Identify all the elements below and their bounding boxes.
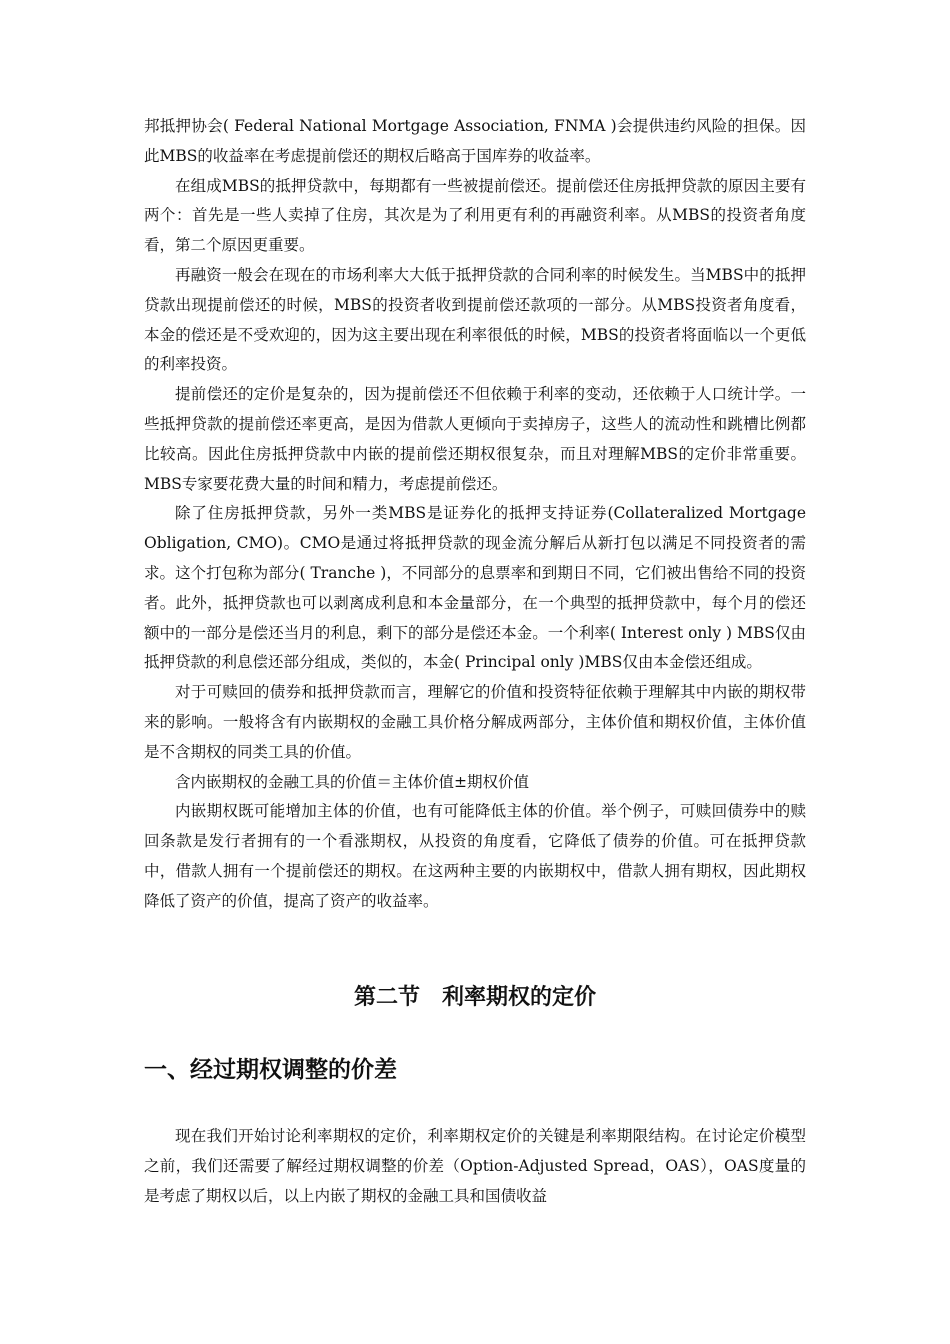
paragraph-embedded-option-value: 对于可赎回的债券和抵押贷款而言，理解它的价值和投资特征依赖于理解其中内嵌的期权带来的影响。一般将含有内嵌期权的金融工具价格分解成两部分，主体价值和期权价值，主体价值是不含期权的同类工具的价值。 bbox=[144, 683, 806, 761]
paragraph-oas-intro: 现在我们开始讨论利率期权的定价，利率期权定价的关键是利率期限结构。在讨论定价模型之前，我们还需要了解经过期权调整的价差（Option-Adjusted Spread，OAS），OAS度量的是考虑了期权以后，以上内嵌了期权的金融工具和国债收益 bbox=[144, 1127, 806, 1205]
document-page bbox=[144, 112, 806, 1205]
paragraph-prepayment-reasons: 在组成MBS的抵押贷款中，每期都有一些被提前偿还。提前偿还住房抵押贷款的原因主要有两个：首先是一些人卖掉了住房，其次是为了利用更有利的再融资利率。从MBS的投资者角度看，第二个原因更重要。 bbox=[144, 176, 806, 255]
formula-line: 含内嵌期权的金融工具的价值＝主体价值±期权价值 bbox=[175, 772, 529, 791]
paragraph-fnma-guarantee: 邦抵押协会( Federal National Mortgage Association, FNMA )会提供违约风险的担保。因此MBS的收益率在考虑提前偿还的期权后略高于国库券的收益率。 bbox=[144, 117, 806, 165]
section-title: 第二节 利率期权的定价 bbox=[353, 985, 596, 1010]
paragraph-cmo: 除了住房抵押贷款，另外一类MBS是证券化的抵押支持证券(Collateralized Mortgage Obligation, CMO)。CMO是通过将抵押贷款的现金流分解后从新打包以满足不同投资者的需求。这个打包称为部分( Tranche )，不同部分的息票率和到期日不同，它们被出售给不同的投资者。此外，抵押贷款也可以剥离成利息和本金量部分，在一个典型的抵押贷款中，每个月的偿还额中的一部分是偿还当月的利息，剩下的部分是偿还本金。一个利率( Interest only ) MBS仅由抵押贷款的利息偿还部分组成，类似的，本金( Principal only )MBS仅由本金偿还组成。 bbox=[144, 504, 806, 672]
paragraph-refinancing: 再融资一般会在现在的市场利率大大低于抵押贷款的合同利率的时候发生。当MBS中的抵押贷款出现提前偿还的时候，MBS的投资者收到提前偿还款项的一部分。从MBS投资者角度看，本金的偿还是不受欢迎的，因为这主要出现在利率很低的时候，MBS的投资者将面临以一个更低的利率投资。 bbox=[144, 265, 806, 374]
paragraph-embedded-option-effect: 内嵌期权既可能增加主体的价值，也有可能降低主体的价值。举个例子，可赎回债券中的赎回条款是发行者拥有的一个看涨期权，从投资的角度看，它降低了债券的价值。可在抵押贷款中，借款人拥有一个提前偿还的期权。在这两种主要的内嵌期权中，借款人拥有期权，因此期权降低了资产的价值，提高了资产的收益率。 bbox=[144, 802, 806, 910]
subsection-title: 一、经过期权调整的价差 bbox=[144, 1057, 397, 1083]
paragraph-prepayment-pricing: 提前偿还的定价是复杂的，因为提前偿还不但依赖于利率的变动，还依赖于人口统计学。一些抵押贷款的提前偿还率更高，是因为借款人更倾向于卖掉房子，这些人的流动性和跳槽比例都比较高。因此住房抵押贷款中内嵌的提前偿还期权很复杂，而且对理解MBS的定价非常重要。MBS专家要花费大量的时间和精力，考虑提前偿还。 bbox=[144, 385, 806, 493]
lower-text-block bbox=[144, 1122, 806, 1211]
